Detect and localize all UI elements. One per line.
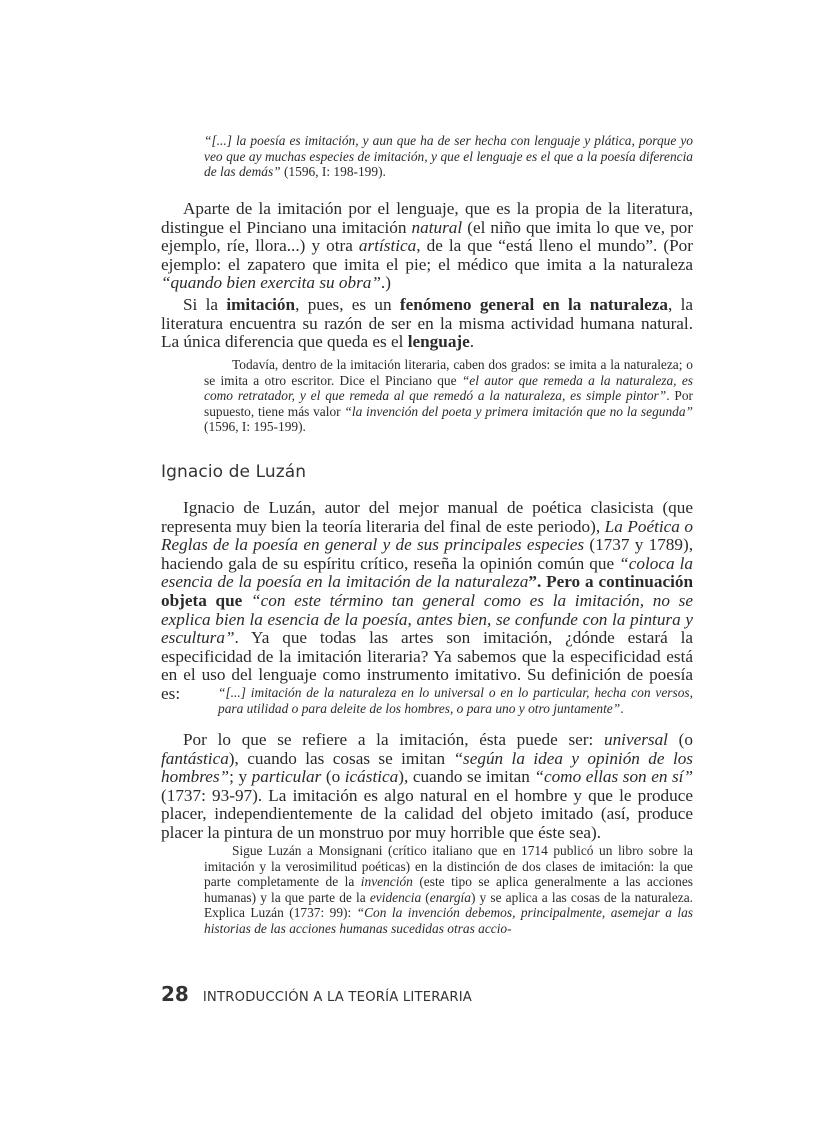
note-monsignani: Sigue Luzán a Monsignani (crítico italiano que en 1714 publicó un libro sobre la imitación y la verosimilitud poéticas) en la distinción de dos clases de imitación: la que parte completamente de la invención (este tipo se aplica generalmente a las acciones humanas) y la que parte de la evidencia (enargía) y se aplica a las cosas de la naturaleza. Explica Luzán (1737: 99): “Con la invención debemos, principalmente, asemejar a las historias de las acciones humanas sucedidas otras accio- [204,843,694,936]
paragraph-luzan-poetica: Ignacio de Luzán, autor del mejor manual de poética clasicista (que representa muy bien la teoría literaria del final de este periodo), La Poética o Reglas de la poesía en general y de sus principales especies (1737 y 1789), haciendo gala de su espíritu crítico, reseña la opinión común que “coloca la esencia de la poesía en la imitación de la naturaleza”. Pero a continuación objeta que “con este término tan general como es la imitación, no se explica bien la esencia de la poesía, antes bien, se confunde con la pintura y escultura”. Ya que todas las artes son imitación, ¿dónde estará la especificidad de la imitación literaria? Ya sabemos que la especificidad está en el uso del lenguaje como instrumento imitativo. Su definición de poesía es: [161,498,694,703]
block-quote-definicion: “[...] imitación de la naturaleza en lo universal o en lo particular, hecha con versos, para utilidad o para deleite de los hombres, o para uno y otro juntamente”. [218,685,693,716]
page-footer [161,982,472,1006]
note-grados-imitacion: Todavía, dentro de la imitación literaria, caben dos grados: se imita a la naturaleza; o se imita a otro escritor. Dice el Pinciano que “el autor que remeda a la naturaleza, es como retratador, y el que remeda al que remedó a la naturaleza, es simple pintor”. Por supuesto, tiene más valor “la invención del poeta y primera imitación que no la segunda” (1596, I: 195-199). [204,357,694,435]
emphasis-artistica: artística [358,236,417,256]
book-title: La Poética o Reglas de la poesía en general y de sus principales especies [161,516,693,555]
block-quote-pinciano [161,133,693,180]
running-title: INTRODUCCIÓN A LA TEORÍA LITERARIA [202,990,473,1005]
quote-text: “[...] la poesía es imitación, y aun que ha de ser hecha con lenguaje y plática, porque yo veo que ay muchas especies de imitación, y que el lenguaje es el que a la poesía diferencia de las demás” [204,133,693,180]
paragraph-universal-particular: Por lo que se refiere a la imitación, ésta puede ser: universal (o fantástica), cuando las cosas se imitan “según la idea y opinión de los hombres”; y particular (o icástica), cuando se imitan “como ellas son en sí” (1737: 93-97). La imitación es algo natural en el hombre y que le produce placer, independientemente de la calidad del objeto imitado (así, produce placer la pintura de un monstruo por muy horrible que éste sea). [161,730,694,842]
bold-lenguaje: lenguaje [407,332,470,352]
quote-inline: “quando bien exercita su obra” [161,273,381,293]
page-number: 28 [161,982,189,1006]
quote-citation: (1596, I: 198-199). [280,164,386,180]
paragraph-imitacion-lenguaje: Aparte de la imitación por el lenguaje, que es la propia de la literatura, distingue el Pinciano una imitación natural (el niño que imita lo que ve, por ejemplo, ríe, llora...) y otra artística, de la que “está lleno el mundo”. (Por ejemplo: el zapatero que imita el pie; el médico que imita a la naturaleza “quando bien exercita su obra”.) [161,199,693,293]
quote-text: “[...] imitación de la naturaleza en lo universal o en lo particular, hecha con versos, para utilidad o para deleite de los hombres, o para uno y otro juntamente” [218,685,693,716]
bold-imitacion: imitación [226,295,296,314]
bold-fenomeno: fenómeno general en la naturaleza [399,295,668,314]
section-heading: Ignacio de Luzán [161,462,307,482]
paragraph-fenomeno-general: Si la imitación, pues, es un fenómeno general en la naturaleza, la literatura encuentra su razón de ser en la misma actividad humana natural. La única diferencia que queda es el lenguaje. [161,295,693,352]
emphasis-natural: natural [411,217,463,237]
